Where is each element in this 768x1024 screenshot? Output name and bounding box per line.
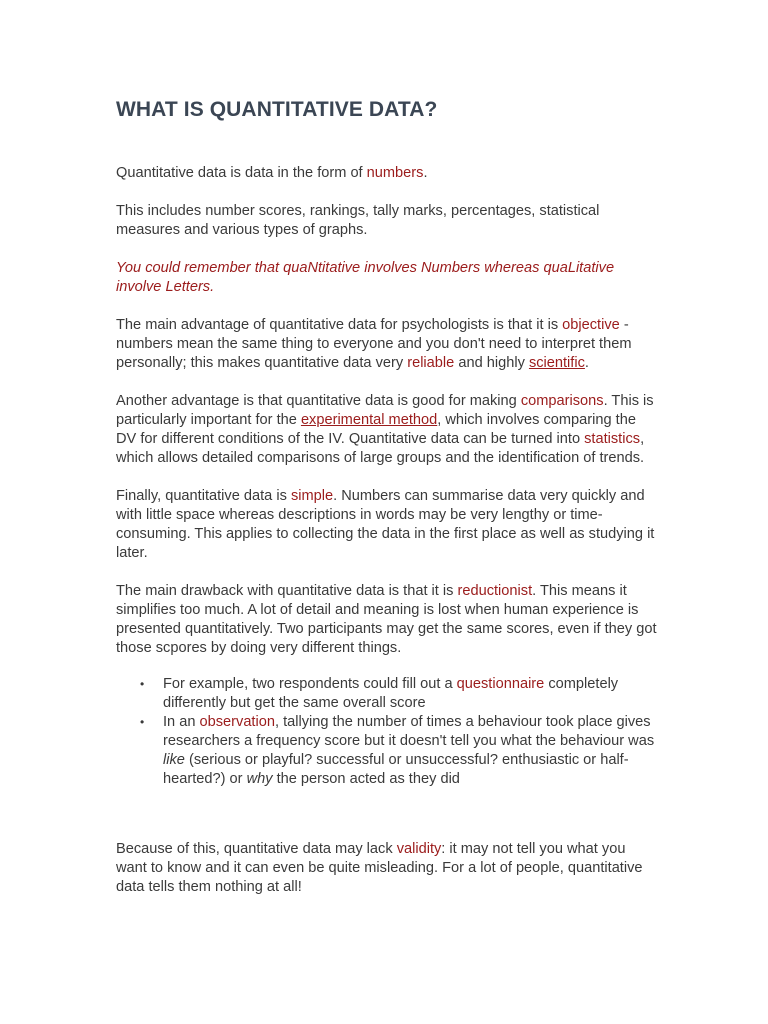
paragraph-comparisons <box>116 392 658 468</box>
bullet-icon: • <box>140 715 145 729</box>
term-objective: objective <box>562 317 620 333</box>
paragraph-objective <box>116 316 658 373</box>
term-questionnaire: questionnaire <box>456 676 545 692</box>
paragraph-text: : it may not tell you what you want to know and it can even be quite misleading. For a lot of people, quantitative data tells them nothing at all! <box>116 841 643 895</box>
paragraph-text: . <box>584 355 589 371</box>
list-item-text: In an <box>163 714 200 730</box>
paragraph-text: and highly <box>454 355 529 371</box>
paragraph-reductionist <box>116 582 658 658</box>
list-item-text: the person acted as they did <box>272 771 460 787</box>
paragraph-text: . This is particularly important for the <box>116 393 654 428</box>
term-reductionist: reductionist <box>457 583 533 599</box>
paragraph-text: . This means it simplifies too much. A lot of detail and meaning is lost when human experience is presented quantitatively. Two participants may get the same scores, even if they got those scpores by doing very different things. <box>116 583 657 656</box>
paragraph-text: , which involves comparing the DV for different conditions of the IV. Quantitative data can be turned into <box>116 412 636 447</box>
paragraph-text: . <box>423 165 428 181</box>
paragraph-text: The main advantage of quantitative data for psychologists is that it is <box>116 317 563 333</box>
paragraph-text: Because of this, quantitative data may lack <box>116 841 397 857</box>
paragraph-text: Quantitative data is data in the form of <box>116 165 367 181</box>
paragraph-text: The main drawback with quantitative data is that it is <box>116 583 458 599</box>
list-item <box>140 675 658 713</box>
bullet-icon: • <box>140 677 145 691</box>
paragraph-text: Another advantage is that quantitative data is good for making <box>116 393 521 409</box>
term-simple: simple <box>290 488 334 504</box>
emphasis-like: like <box>163 752 185 768</box>
paragraph-text: Finally, quantitative data is <box>116 488 291 504</box>
page-title: WHAT IS QUANTITATIVE DATA? <box>116 98 438 121</box>
emphasis-why: why <box>246 771 273 787</box>
list-item-text: (serious or playful? successful or unsuccessful? enthusiastic or half-hearted?) or <box>163 752 629 787</box>
term-statistics: statistics <box>584 431 641 447</box>
list-item-text: completely differently but get the same overall score <box>163 676 619 711</box>
examples-list <box>116 675 658 789</box>
paragraph-definition <box>116 164 658 183</box>
paragraph-text: - numbers mean the same thing to everyone and you don't need to interpret them personally; this makes quantitative data very <box>116 317 632 371</box>
term-numbers: numbers <box>366 165 424 181</box>
paragraph-mnemonic: You could remember that quaNtitative involves Numbers whereas quaLitative involve Letters. <box>116 260 615 295</box>
list-item <box>140 713 658 789</box>
term-observation: observation <box>199 714 275 730</box>
term-validity: validity <box>396 841 442 857</box>
link-scientific[interactable]: scientific <box>528 355 585 371</box>
term-reliable: reliable <box>407 355 455 371</box>
list-item-text: , tallying the number of times a behaviour took place gives researchers a frequency score but it doesn't tell you what the behaviour was <box>163 714 655 749</box>
term-comparisons: comparisons <box>520 393 604 409</box>
paragraph-text: , which allows detailed comparisons of large groups and the identification of trends. <box>116 431 645 466</box>
paragraph-text: . Numbers can summarise data very quickly and with little space whereas descriptions in words may be very lengthy or time-consuming. This applies to collecting the data in the first place as well as studying it later. <box>116 488 655 561</box>
paragraph-includes: This includes number scores, rankings, tally marks, percentages, statistical measures and various types of graphs. <box>116 203 600 238</box>
list-item-text: For example, two respondents could fill out a <box>163 676 457 692</box>
paragraph-simple <box>116 487 658 563</box>
paragraph-validity <box>116 840 658 897</box>
link-experimental-method[interactable]: experimental method <box>300 412 438 428</box>
